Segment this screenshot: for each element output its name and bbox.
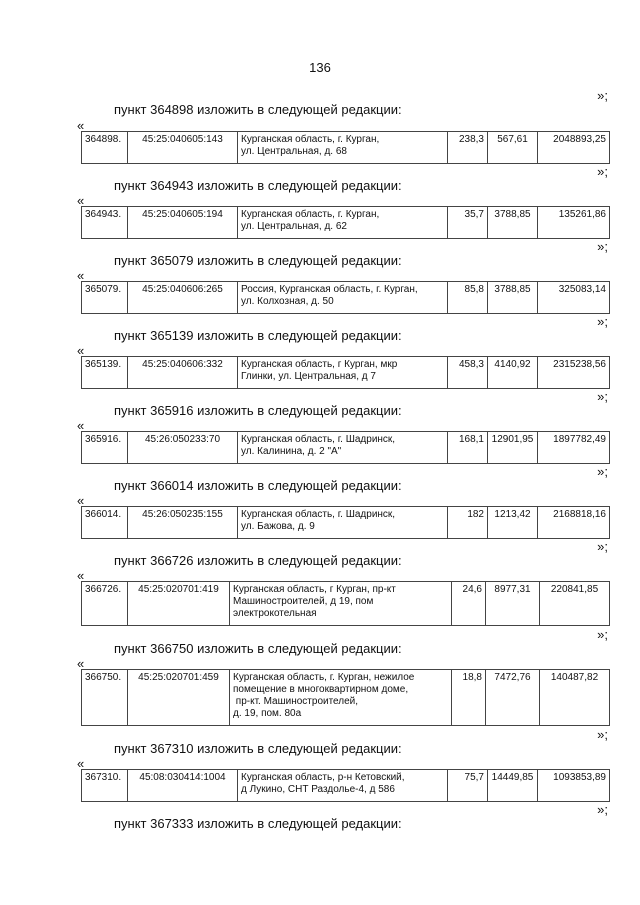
address-line: Глинки, ул. Центральная, д 7 bbox=[241, 371, 376, 382]
cadastral-number: 45:25:040605:143 bbox=[128, 132, 238, 164]
address bbox=[238, 507, 448, 539]
area-value: 458,3 bbox=[448, 357, 488, 389]
address-line: Курганская область, г Курган, пр-кт bbox=[233, 584, 396, 595]
table-row bbox=[81, 581, 610, 626]
area-value: 168,1 bbox=[448, 432, 488, 464]
table-row bbox=[81, 206, 610, 239]
address-line: Курганская область, г. Курган, bbox=[241, 134, 380, 145]
open-quote: « bbox=[77, 756, 85, 771]
open-quote: « bbox=[77, 568, 85, 583]
address bbox=[238, 432, 448, 464]
price-value: 14449,85 bbox=[488, 770, 538, 802]
amendment-intro: пункт 365916 изложить в следующей редакции: bbox=[114, 403, 402, 418]
address bbox=[230, 670, 452, 726]
close-quote: »; bbox=[597, 88, 608, 103]
address-line: д Лукино, СНТ Раздолье-4, д 586 bbox=[241, 784, 395, 795]
address bbox=[238, 132, 448, 164]
address bbox=[238, 357, 448, 389]
close-quote: »; bbox=[597, 627, 608, 642]
amendment-intro: пункт 365079 изложить в следующей редакции: bbox=[114, 253, 402, 268]
item-number: 365079. bbox=[82, 282, 128, 314]
address-line: д. 19, пом. 80а bbox=[233, 708, 302, 719]
address-line: ул. Центральная, д. 68 bbox=[241, 146, 347, 157]
open-quote: « bbox=[77, 418, 85, 433]
price-value: 8977,31 bbox=[486, 582, 540, 626]
item-number: 366726. bbox=[82, 582, 128, 626]
open-quote: « bbox=[77, 656, 85, 671]
price-value: 3788,85 bbox=[488, 282, 538, 314]
amendment-intro: пункт 367310 изложить в следующей редакции: bbox=[114, 741, 402, 756]
close-quote: »; bbox=[597, 464, 608, 479]
table-row bbox=[81, 506, 610, 539]
total-value: 1897782,49 bbox=[538, 432, 610, 464]
amendment-intro: пункт 365139 изложить в следующей редакции: bbox=[114, 328, 402, 343]
price-value: 567,61 bbox=[488, 132, 538, 164]
address-line: Машиностроителей, д 19, пом bbox=[233, 596, 374, 607]
cadastral-number: 45:25:040605:194 bbox=[128, 207, 238, 239]
close-quote: »; bbox=[597, 727, 608, 742]
table-row bbox=[81, 431, 610, 464]
price-value: 3788,85 bbox=[488, 207, 538, 239]
total-value: 2315238,56 bbox=[538, 357, 610, 389]
cadastral-number: 45:25:040606:265 bbox=[128, 282, 238, 314]
address-line: Курганская область, г. Курган, bbox=[241, 209, 380, 220]
address-line: ул. Бажова, д. 9 bbox=[241, 521, 315, 532]
close-quote: »; bbox=[597, 539, 608, 554]
cadastral-number: 45:26:050233:70 bbox=[128, 432, 238, 464]
table-row bbox=[81, 356, 610, 389]
total-value: 135261,86 bbox=[538, 207, 610, 239]
area-value: 238,3 bbox=[448, 132, 488, 164]
total-value: 325083,14 bbox=[538, 282, 610, 314]
address-line: ул. Центральная, д. 62 bbox=[241, 221, 347, 232]
close-quote: »; bbox=[597, 802, 608, 817]
cadastral-number: 45:25:020701:459 bbox=[128, 670, 230, 726]
open-quote: « bbox=[77, 493, 85, 508]
price-value: 4140,92 bbox=[488, 357, 538, 389]
area-value: 85,8 bbox=[448, 282, 488, 314]
amendment-intro: пункт 367333 изложить в следующей редакции: bbox=[114, 816, 402, 831]
close-quote: »; bbox=[597, 239, 608, 254]
address-line: Курганская область, г. Шадринск, bbox=[241, 509, 396, 520]
table-row bbox=[81, 131, 610, 164]
address-line: Курганская область, г. Курган, нежилое bbox=[233, 672, 415, 683]
address-line: пр-кт. Машиностроителей, bbox=[233, 696, 359, 707]
address bbox=[238, 282, 448, 314]
amendment-intro: пункт 364898 изложить в следующей редакции: bbox=[114, 102, 402, 117]
price-value: 12901,95 bbox=[488, 432, 538, 464]
open-quote: « bbox=[77, 193, 85, 208]
open-quote: « bbox=[77, 343, 85, 358]
total-value: 140487,82 bbox=[540, 670, 610, 726]
close-quote: »; bbox=[597, 164, 608, 179]
address-line: Россия, Курганская область, г. Курган, bbox=[241, 284, 418, 295]
open-quote: « bbox=[77, 268, 85, 283]
item-number: 366750. bbox=[82, 670, 128, 726]
table-row bbox=[81, 281, 610, 314]
address-line: электрокотельная bbox=[233, 608, 317, 619]
address bbox=[238, 207, 448, 239]
item-number: 365139. bbox=[82, 357, 128, 389]
address-line: помещение в многоквартирном доме, bbox=[233, 684, 409, 695]
total-value: 2168818,16 bbox=[538, 507, 610, 539]
item-number: 367310. bbox=[82, 770, 128, 802]
cadastral-number: 45:26:050235:155 bbox=[128, 507, 238, 539]
close-quote: »; bbox=[597, 314, 608, 329]
item-number: 364943. bbox=[82, 207, 128, 239]
close-quote: »; bbox=[597, 389, 608, 404]
open-quote: « bbox=[77, 118, 85, 133]
address-line: Курганская область, г Курган, мкр bbox=[241, 359, 398, 370]
area-value: 18,8 bbox=[452, 670, 486, 726]
area-value: 182 bbox=[448, 507, 488, 539]
cadastral-number: 45:08:030414:1004 bbox=[128, 770, 238, 802]
area-value: 24,6 bbox=[452, 582, 486, 626]
price-value: 7472,76 bbox=[486, 670, 540, 726]
table-row bbox=[81, 669, 610, 726]
area-value: 75,7 bbox=[448, 770, 488, 802]
total-value: 1093853,89 bbox=[538, 770, 610, 802]
address bbox=[238, 770, 448, 802]
item-number: 365916. bbox=[82, 432, 128, 464]
address-line: ул. Колхозная, д. 50 bbox=[241, 296, 334, 307]
cadastral-number: 45:25:020701:419 bbox=[128, 582, 230, 626]
item-number: 366014. bbox=[82, 507, 128, 539]
amendment-intro: пункт 366014 изложить в следующей редакции: bbox=[114, 478, 402, 493]
price-value: 1213,42 bbox=[488, 507, 538, 539]
area-value: 35,7 bbox=[448, 207, 488, 239]
amendment-intro: пункт 366726 изложить в следующей редакции: bbox=[114, 553, 402, 568]
page-number: 136 bbox=[309, 60, 331, 75]
amendment-intro: пункт 364943 изложить в следующей редакции: bbox=[114, 178, 402, 193]
total-value: 2048893,25 bbox=[538, 132, 610, 164]
address bbox=[230, 582, 452, 626]
address-line: Курганская область, р-н Кетовский, bbox=[241, 772, 405, 783]
cadastral-number: 45:25:040606:332 bbox=[128, 357, 238, 389]
address-line: ул. Калинина, д. 2 "А" bbox=[241, 446, 342, 457]
item-number: 364898. bbox=[82, 132, 128, 164]
table-row bbox=[81, 769, 610, 802]
amendment-intro: пункт 366750 изложить в следующей редакции: bbox=[114, 641, 402, 656]
address-line: Курганская область, г. Шадринск, bbox=[241, 434, 396, 445]
total-value: 220841,85 bbox=[540, 582, 610, 626]
